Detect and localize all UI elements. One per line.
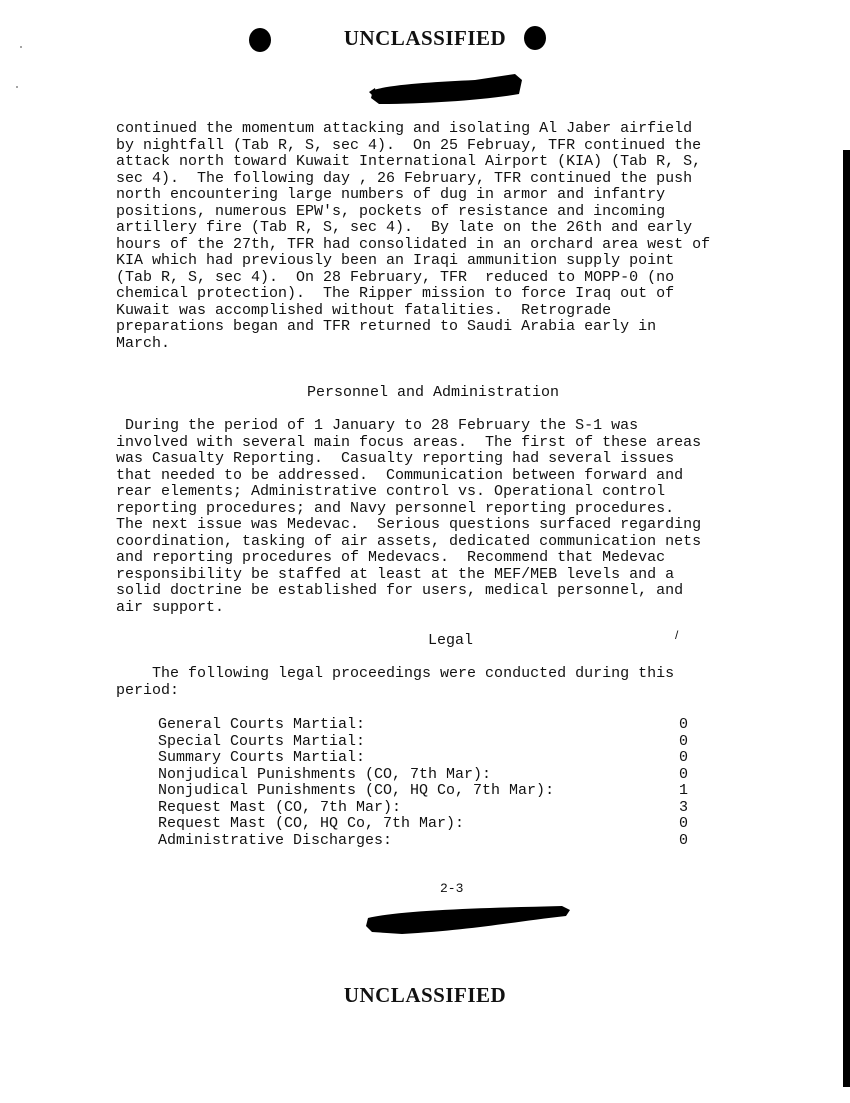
scan-edge-bar — [843, 150, 850, 1087]
proceeding-count: 3 — [679, 798, 689, 816]
scan-speck — [16, 86, 18, 88]
operations-paragraph: continued the momentum attacking and isolating Al Jaber airfield by nightfall (Tab R, S, sec 4). On 25 Februay, TFR continued the attack north toward Kuwait International Airport (KIA) (Tab R, S, sec 4). The following day , 26 February, TFR continued the push north encountering large numbers of dug in armor and infantry positions, numerous EPW's, pockets of resistance and incoming artillery fire (Tab R, S, sec 4). By late on the 26th and early hours of the 27th, TFR had consolidated in an orchard area west of KIA which had previously been an Iraqi ammunition supply point (Tab R, S, sec 4). On 28 February, TFR reduced to MOPP-0 (no chemical protection). The Ripper mission to force Iraq out of Kuwait was accomplished without fatalities. Retrograde preparations began and TFR returned to Saudi Arabia early in March. — [116, 120, 711, 352]
legal-proceedings-list — [158, 716, 698, 848]
proceeding-label: General Courts Martial: — [158, 716, 366, 733]
redaction-mark-top — [365, 70, 525, 110]
proceeding-label: Summary Courts Martial: — [158, 749, 366, 766]
list-item — [158, 815, 698, 832]
classification-footer: UNCLASSIFIED — [343, 983, 507, 1007]
section-heading-personnel: Personnel and Administration — [307, 384, 560, 401]
list-item — [158, 832, 698, 849]
list-item — [158, 766, 698, 783]
legal-intro-paragraph: The following legal proceedings were conducted during this period: — [116, 665, 675, 699]
personnel-paragraph: During the period of 1 January to 28 February the S-1 was involved with several main focus areas. The first of these areas was Casualty Reporting. Casualty reporting had several issues that needed to be addressed. Communication between forward and rear elements; Administrative control vs. Operational control reporting procedures; and Navy personnel reporting procedures. The next issue was Medevac. Serious questions surfaced regarding coordination, tasking of air assets, dedicated communication nets and reporting procedures of Medevacs. Recommend that Medevac responsibility be staffed at least at the MEF/MEB levels and a solid doctrine be established for users, medical personnel, and air support. — [116, 417, 702, 616]
list-item — [158, 749, 698, 766]
proceeding-count: 0 — [679, 732, 689, 750]
list-item — [158, 799, 698, 816]
proceeding-label: Request Mast (CO, HQ Co, 7th Mar): — [158, 815, 465, 832]
proceeding-count: 1 — [679, 782, 689, 799]
scan-speck — [20, 46, 22, 48]
page-number: 2-3 — [440, 881, 464, 896]
list-item — [158, 782, 698, 799]
pen-mark-icon: / — [675, 628, 679, 642]
proceeding-label: Administrative Discharges: — [158, 831, 393, 849]
proceeding-label: Special Courts Martial: — [158, 732, 366, 750]
proceeding-count: 0 — [679, 831, 689, 849]
proceeding-label: Nonjudical Punishments (CO, 7th Mar): — [158, 765, 492, 783]
list-item — [158, 733, 698, 750]
proceeding-label: Nonjudical Punishments (CO, HQ Co, 7th Mar): — [158, 782, 555, 799]
classification-dot-right-icon — [524, 26, 546, 50]
proceeding-label: Request Mast (CO, 7th Mar): — [158, 798, 402, 816]
proceeding-count: 0 — [679, 765, 689, 783]
proceeding-count: 0 — [679, 716, 689, 733]
classification-header: UNCLASSIFIED — [343, 26, 507, 50]
proceeding-count: 0 — [679, 815, 689, 832]
proceeding-count: 0 — [679, 749, 689, 766]
list-item — [158, 716, 698, 733]
redaction-mark-bottom — [362, 900, 574, 940]
section-heading-legal: Legal — [428, 632, 474, 649]
